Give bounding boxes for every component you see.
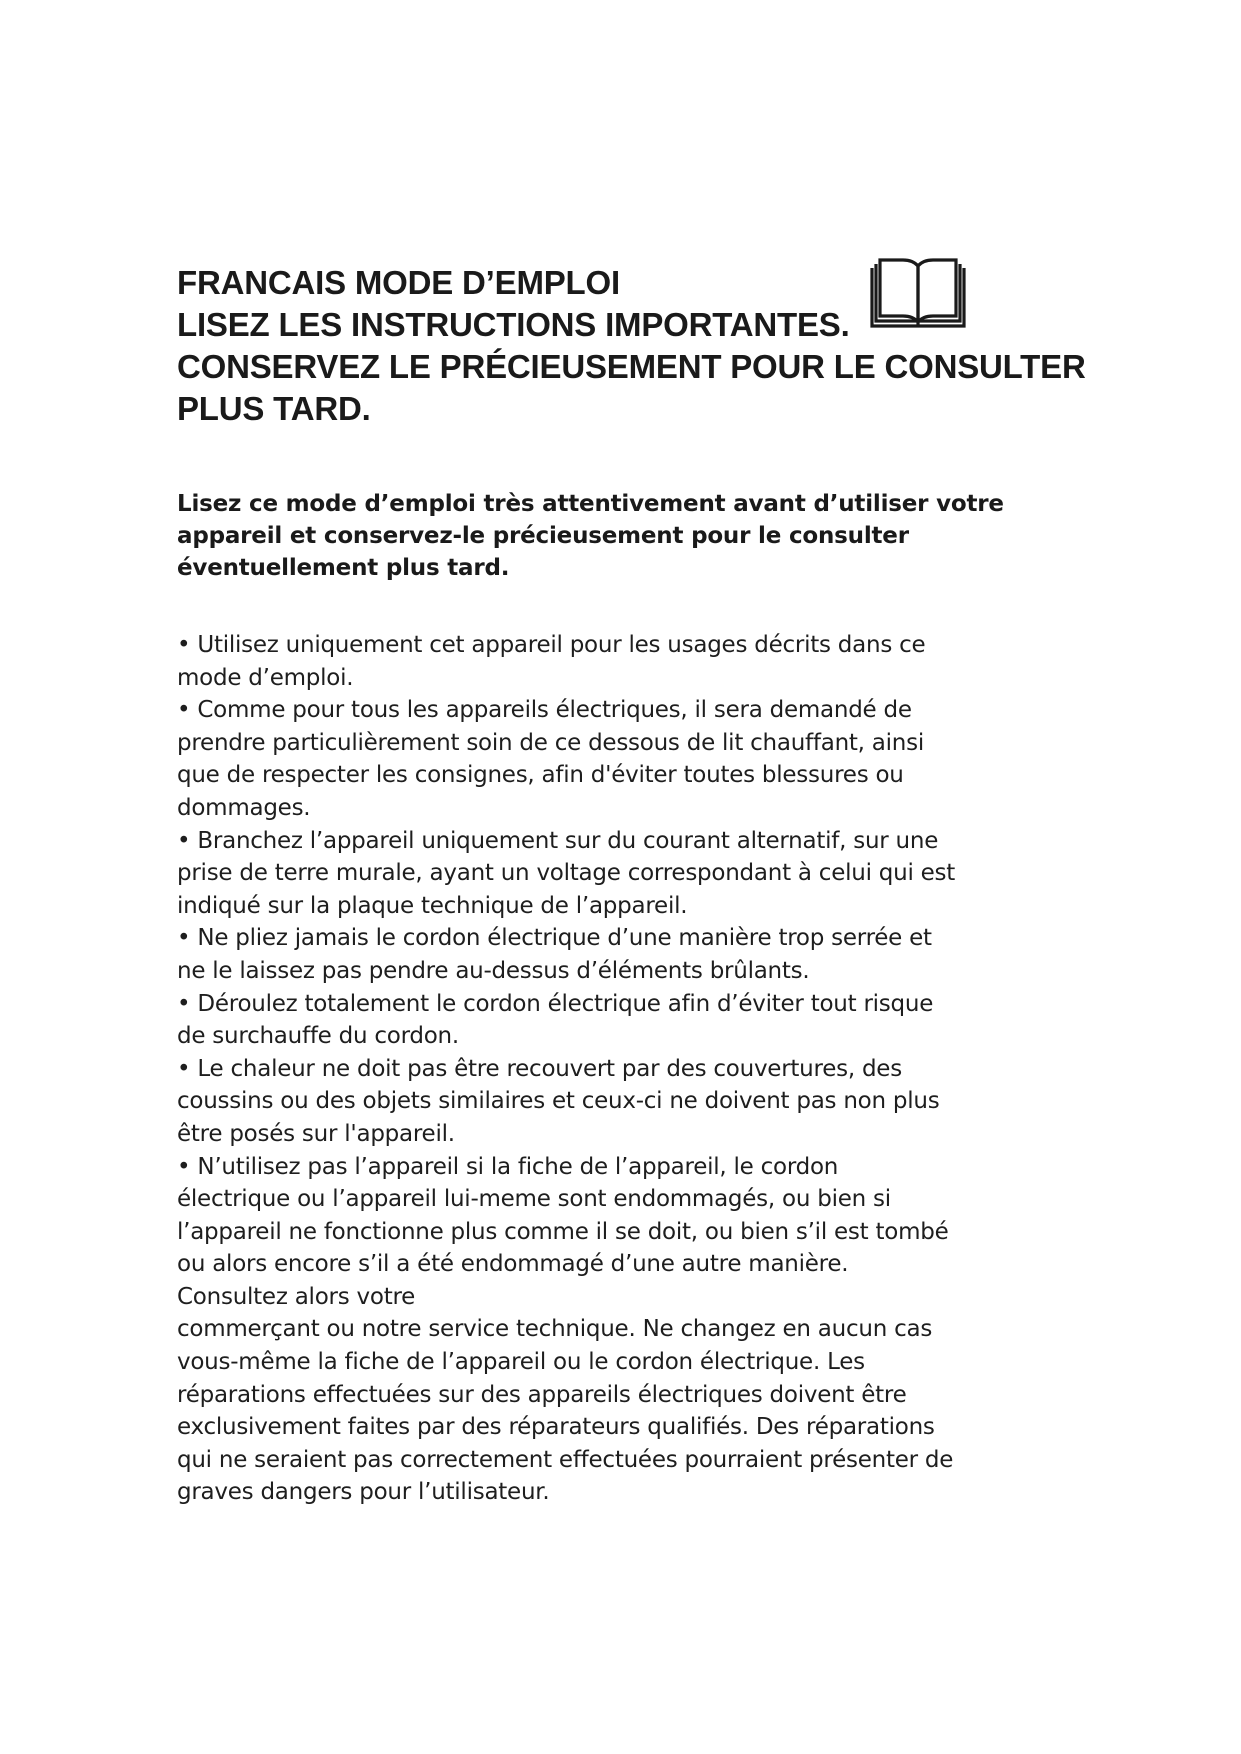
intro-line: Lisez ce mode d’emploi très attentivement avant d’utiliser votre — [177, 491, 1004, 517]
body-line: que de respecter les consignes, afin d'éviter toutes blessures ou — [177, 762, 904, 789]
body-line: prise de terre murale, ayant un voltage correspondant à celui qui est — [177, 860, 956, 887]
body-line: Consultez alors votre — [177, 1283, 416, 1310]
body-line: l’appareil ne fonctionne plus comme il se doit, ou bien s’il est tombé — [177, 1218, 949, 1245]
body-line: vous-même la fiche de l’appareil ou le cordon électrique. Les — [177, 1349, 865, 1376]
title-line: CONSERVEZ LE PRÉCIEUSEMENT POUR LE CONSULTER — [177, 348, 1086, 385]
body-line: être posés sur l'appareil. — [177, 1120, 455, 1147]
body-line: graves dangers pour l’utilisateur. — [177, 1479, 550, 1506]
title-line: FRANCAIS MODE D’EMPLOI — [177, 264, 620, 301]
body-line: réparations effectuées sur des appareils électriques doivent être — [177, 1381, 907, 1408]
body-line: exclusivement faites par des réparateurs qualifiés. Des réparations — [177, 1414, 935, 1441]
body-line: de surchauffe du cordon. — [177, 1023, 459, 1050]
title-line: PLUS TARD. — [177, 390, 371, 427]
body-line: commerçant ou notre service technique. Ne changez en aucun cas — [177, 1316, 933, 1343]
body-line: ne le laissez pas pendre au-dessus d’éléments brûlants. — [177, 957, 810, 984]
body-line: • Le chaleur ne doit pas être recouvert par des couvertures, des — [177, 1055, 902, 1082]
body-line: indiqué sur la plaque technique de l’appareil. — [177, 892, 688, 919]
body-line: ou alors encore s’il a été endommagé d’une autre manière. — [177, 1251, 849, 1278]
title-line: LISEZ LES INSTRUCTIONS IMPORTANTES. — [177, 306, 850, 343]
body-line: • Ne pliez jamais le cordon électrique d’une manière trop serrée et — [177, 925, 932, 952]
body-line: qui ne seraient pas correctement effectuées pourraient présenter de — [177, 1446, 954, 1473]
instructions-list — [177, 629, 1077, 1509]
body-line: prendre particulièrement soin de ce dessous de lit chauffant, ainsi — [177, 729, 924, 756]
body-line: • Utilisez uniquement cet appareil pour les usages décrits dans ce — [177, 632, 926, 658]
body-line: • Déroulez totalement le cordon électrique afin d’éviter tout risque — [177, 990, 934, 1017]
body-line: mode d’emploi. — [177, 664, 354, 691]
open-book-icon — [868, 258, 968, 330]
intro-paragraph — [177, 488, 1077, 584]
body-line: • Branchez l’appareil uniquement sur du courant alternatif, sur une — [177, 827, 939, 854]
body-line: coussins ou des objets similaires et ceux-ci ne doivent pas non plus — [177, 1088, 940, 1115]
body-line: • N’utilisez pas l’appareil si la fiche de l’appareil, le cordon — [177, 1153, 839, 1180]
header — [177, 262, 1086, 430]
document-page — [177, 262, 1086, 1509]
body-line: dommages. — [177, 794, 311, 821]
body-line: • Comme pour tous les appareils électriques, il sera demandé de — [177, 697, 912, 724]
body-line: électrique ou l’appareil lui-meme sont endommagés, ou bien si — [177, 1186, 891, 1213]
intro-line: appareil et conservez-le précieusement pour le consulter — [177, 523, 909, 549]
intro-line: éventuellement plus tard. — [177, 555, 510, 581]
